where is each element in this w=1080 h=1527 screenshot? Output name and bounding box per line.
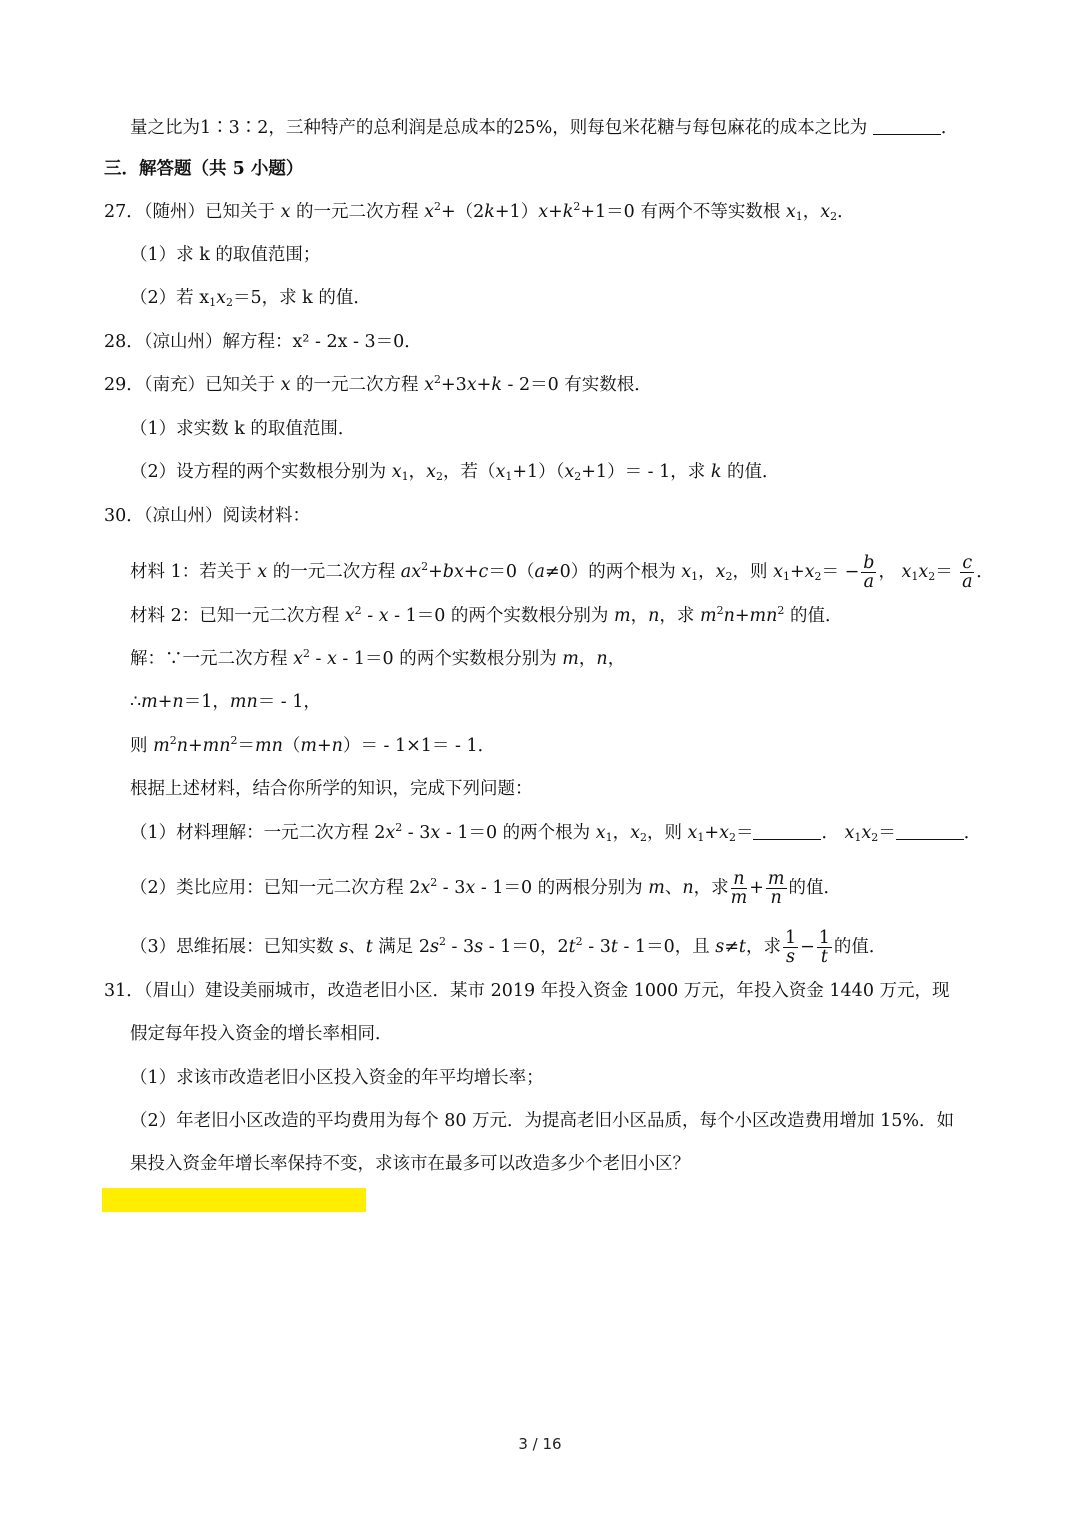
question-source: （眉山）: [143, 981, 206, 1001]
answer-blank: [753, 821, 821, 840]
q31-sub2-line2: 果投入资金年增长率保持不变，求该市在最多可以改造多少个老旧小区？: [130, 1154, 690, 1174]
question-30: [104, 504, 310, 528]
intro-line: 量之比为1∶3∶2，三种特产的总利润是总成本的25%，则每包米花糖与每包麻花的成本之比为 ．: [130, 118, 959, 138]
intro-text: 量之比为1∶3∶2，三种特产的总利润是总成本的25%，则每包米花糖与每包麻花的成本之比为: [130, 118, 868, 138]
question-27: 27．（随州）已知关于 x 的一元二次方程 $x^2+(2k+1)x+k^2+1=0$ 有两个不等实数根 $x_1$，$x_2$．: [104, 200, 855, 223]
q31-sub1: （1）求该市改造老旧小区投入资金的年平均增长率；: [130, 1068, 544, 1088]
material-1: 材料 1：若关于 x 的一元二次方程 $ax^2+bx+c=0(a\ne 0)$的两个根为 $x_1$，$x_2$，则 $x_1+x_2=$ − $\frac{b}{a}$ ， $x_1x_2=$ $\frac{c}{a}$ ．: [130, 553, 994, 592]
question-source: （随州）: [143, 202, 206, 222]
highlight-bar: [102, 1188, 366, 1212]
fraction-c-over-a: $\frac{c}{a}$: [962, 553, 973, 592]
q28-text: 解方程：x² - 2x - 3＝0．: [222, 332, 422, 352]
material-2-label: 材料 2：: [130, 606, 200, 626]
answer-blank: [896, 821, 964, 840]
q31-line1: 建设美丽城市，改造老旧小区．某市 2019 年投入资金 1000 万元，年投入资金 1440 万元，现: [205, 981, 950, 1001]
fraction-b-over-a: $\frac{b}{a}$: [863, 553, 875, 592]
fraction-1-over-s: $\frac{1}{s}$: [784, 928, 797, 967]
material-2: 材料 2：已知一元二次方程 $x^2 - x - 1=0$ 的两个实数根分别为 m，n，求 $m^2n+mn^2$ 的值．: [130, 604, 843, 626]
q29-sub1: （1）求实数 k 的取值范围．: [130, 419, 356, 439]
question-29: 29．（南充）已知关于 x 的一元二次方程 $x^2+3x+k - 2=0$ 有实数根．: [104, 373, 652, 395]
solution-label: 解：: [130, 649, 165, 669]
question-number: 29．: [104, 375, 144, 395]
q27-sub2-suffix: ＝5，求 k 的值．: [232, 288, 371, 308]
q30-sub2: （2）类比应用：已知一元二次方程 $2x^2 - 3x - 1=0$ 的两根分别为 m、n，求 $\frac{n}{m}$ + $\frac{m}{n}$ 的值．: [130, 869, 841, 908]
q30-sub1: （1）材料理解：一元二次方程 $2x^2 - 3x - 1=0$ 的两个根为 $x_1$，$x_2$，则 $x_1+x_2=$ ． $x_1x_2=$ ．: [130, 821, 982, 844]
q27-sub1: （1）求 k 的取值范围；: [130, 245, 321, 265]
question-number: 31．: [104, 981, 144, 1001]
q31-sub2-line1: （2）年老旧小区改造的平均费用为每个 80 万元．为提高老旧小区品质，每个小区改造费用增加 15%．如: [130, 1111, 954, 1131]
solution-line-2: ∴m+n＝1，mn＝ - 1，: [130, 692, 321, 712]
question-number: 30．: [104, 506, 144, 526]
fraction-m-over-n: $\frac{m}{n}$: [767, 869, 785, 908]
question-number: 27．: [104, 202, 144, 222]
fraction-n-over-m: $\frac{n}{m}$: [730, 869, 748, 908]
section-header: 三．解答题（共 5 小题）: [104, 159, 304, 179]
material-1-label: 材料 1：: [130, 562, 200, 582]
solution-line-3: 则 $m^2n+mn^2=mn(m+n)= - 1\times 1= - 1$．: [130, 734, 496, 756]
solution-line-1: 解：∵一元二次方程 $x^2 - x - 1=0$ 的两个实数根分别为 m，n，: [130, 647, 626, 669]
answer-blank: [873, 116, 941, 135]
question-number: 28．: [104, 332, 144, 352]
q27-sub2: （2）若 $x_1x_2=5$，求 k 的值．: [130, 288, 371, 309]
question-source: （凉山州）: [143, 506, 223, 526]
q29-sub2: （2）设方程的两个实数根分别为 $x_1$，$x_2$，若$(x_1+1)(x_2+1)= - 1$，求 k 的值．: [130, 462, 780, 483]
question-31: [104, 979, 950, 1003]
fraction-1-over-t: $\frac{1}{t}$: [818, 928, 830, 967]
q30-sub3: （3）思维拓展：已知实数 s、t 满足 $2s^2 - 3s - 1=0$，$2t^2 - 3t - 1=0$，且 s≠t，求 $\frac{1}{s}$ − $\frac{1}{t}$ 的值．: [130, 928, 887, 967]
q31-line2: 假定每年投入资金的增长率相同．: [130, 1024, 393, 1044]
question-source: （南充）: [143, 375, 206, 395]
question-source: （凉山州）: [143, 332, 223, 352]
q30-intro: 阅读材料：: [222, 506, 311, 526]
page-number: 3 / 16: [518, 1435, 562, 1453]
question-28: [104, 330, 422, 354]
q27-sub2-prefix: （2）若 x: [130, 288, 210, 308]
q30-closing: 根据上述材料，结合你所学的知识，完成下列问题：: [130, 779, 533, 799]
